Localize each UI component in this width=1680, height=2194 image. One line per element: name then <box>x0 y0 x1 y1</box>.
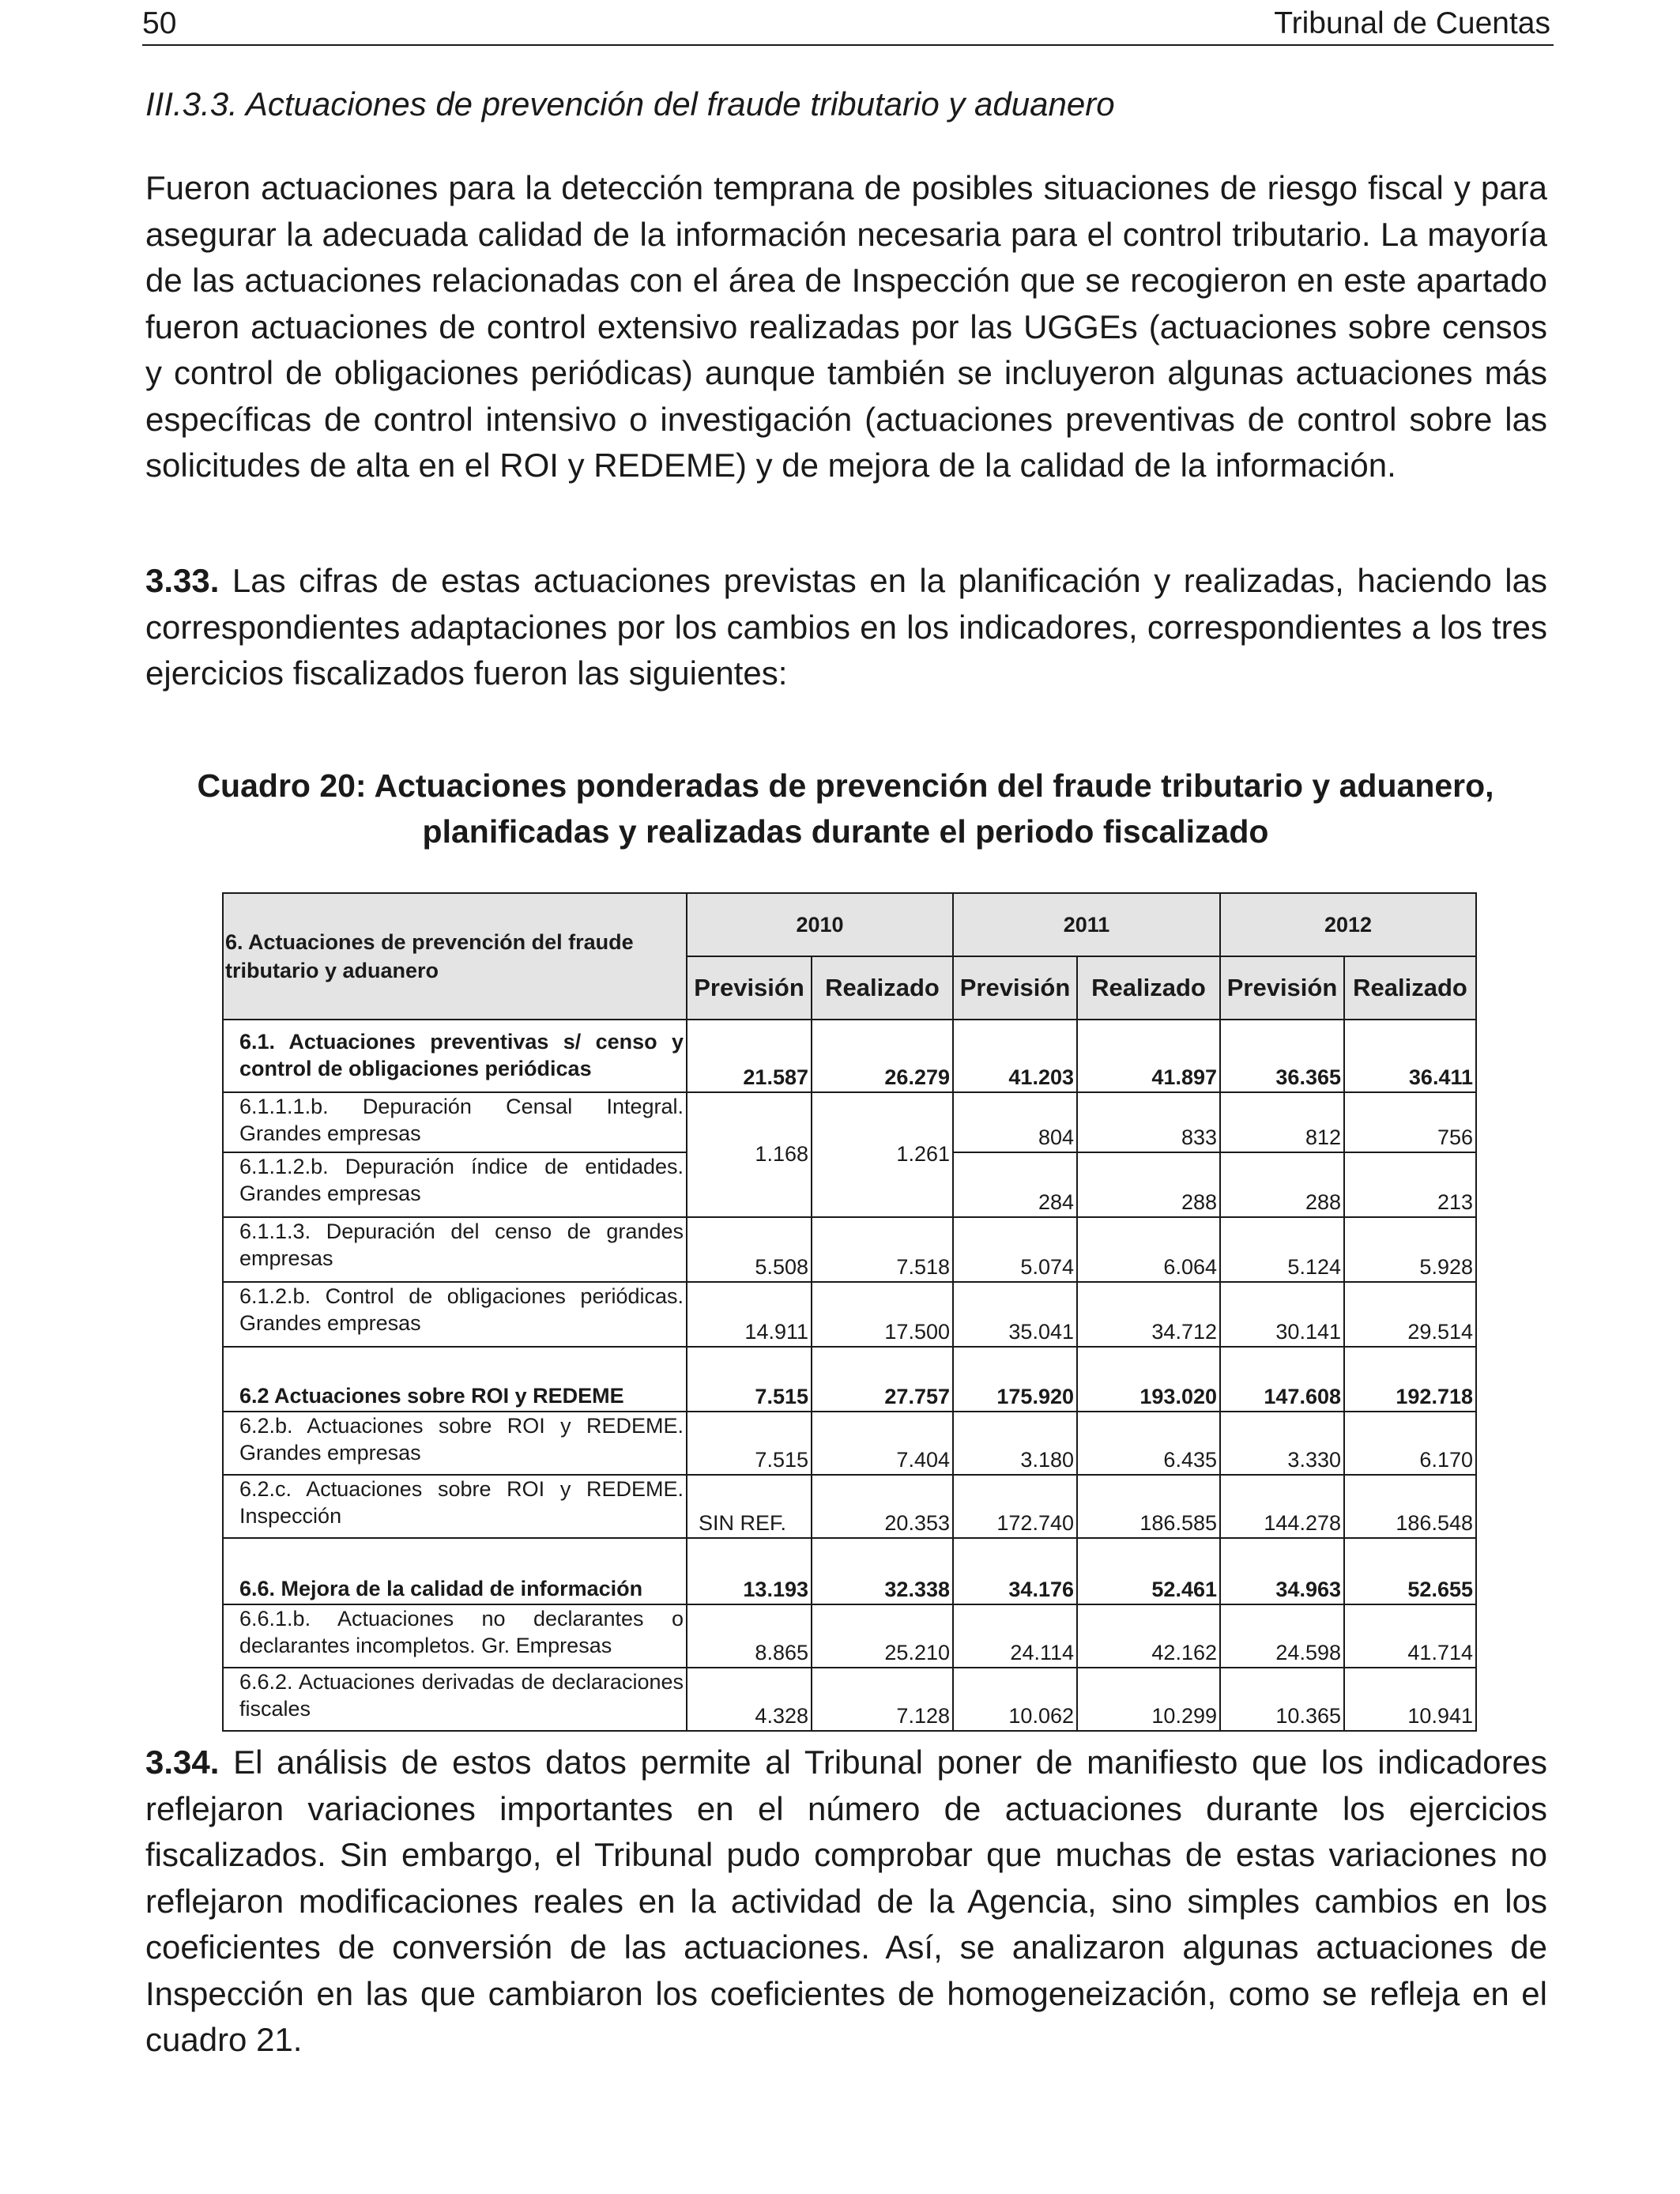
cell-value: SIN REF. <box>687 1475 812 1538</box>
cell-value: 192.718 <box>1344 1347 1476 1412</box>
col-realizado: Realizado <box>1344 956 1476 1020</box>
row-label: 6.1.2.b. Control de obligaciones periódicas. Grandes empresas <box>223 1282 687 1347</box>
cell-value: 213 <box>1344 1152 1476 1217</box>
paragraph-number: 3.34. <box>145 1744 220 1781</box>
table-row <box>223 1347 1476 1412</box>
cell-value: 41.714 <box>1344 1604 1476 1668</box>
cell-value: 24.598 <box>1220 1604 1344 1668</box>
cell-value: 288 <box>1220 1152 1344 1217</box>
cell-value: 10.062 <box>953 1668 1077 1731</box>
cell-value: 7.515 <box>687 1412 812 1475</box>
row-label: 6.1.1.3. Depuración del censo de grandes empresas <box>223 1217 687 1282</box>
table-row <box>223 1217 1476 1282</box>
cell-value: 288 <box>1077 1152 1220 1217</box>
cell-value: 32.338 <box>812 1538 953 1604</box>
table-row <box>223 1092 1476 1152</box>
table-row <box>223 1604 1476 1668</box>
cell-value: 144.278 <box>1220 1475 1344 1538</box>
paragraph-3-33 <box>145 558 1547 697</box>
row-label: 6.2.c. Actuaciones sobre ROI y REDEME. Inspección <box>223 1475 687 1538</box>
header-title: Tribunal de Cuentas <box>1274 6 1550 40</box>
section-heading: III.3.3. Actuaciones de prevención del fraude tributario y aduanero <box>145 85 1115 123</box>
cell-value: 10.299 <box>1077 1668 1220 1731</box>
cell-value: 13.193 <box>687 1538 812 1604</box>
row-label: 6.1. Actuaciones preventivas s/ censo y control de obligaciones periódicas <box>223 1020 687 1092</box>
year-header: 2011 <box>953 893 1220 956</box>
col-realizado: Realizado <box>812 956 953 1020</box>
cell-value: 34.963 <box>1220 1538 1344 1604</box>
cell-value: 10.365 <box>1220 1668 1344 1731</box>
cell-value: 3.330 <box>1220 1412 1344 1475</box>
cell-value: 27.757 <box>812 1347 953 1412</box>
cell-value: 6.170 <box>1344 1412 1476 1475</box>
cell-value: 41.203 <box>953 1020 1077 1092</box>
cell-value: 186.585 <box>1077 1475 1220 1538</box>
table-row <box>223 1020 1476 1092</box>
cell-value: 284 <box>953 1152 1077 1217</box>
cell-value: 7.128 <box>812 1668 953 1731</box>
cell-value: 804 <box>953 1092 1077 1152</box>
table-row <box>223 1475 1476 1538</box>
cell-value: 833 <box>1077 1092 1220 1152</box>
row-label: 6.6.2. Actuaciones derivadas de declaraciones fiscales <box>223 1668 687 1731</box>
cell-value: 147.608 <box>1220 1347 1344 1412</box>
table-row <box>223 1282 1476 1347</box>
cell-value: 6.435 <box>1077 1412 1220 1475</box>
data-table <box>222 892 1477 1732</box>
row-label: 6.1.1.2.b. Depuración índice de entidades. Grandes empresas <box>223 1152 687 1217</box>
cell-value: 29.514 <box>1344 1282 1476 1347</box>
cell-value: 5.928 <box>1344 1217 1476 1282</box>
table-header-label: 6. Actuaciones de prevención del fraude tributario y aduanero <box>223 893 687 1020</box>
cell-value: 41.897 <box>1077 1020 1220 1092</box>
cell-value: 30.141 <box>1220 1282 1344 1347</box>
cell-value: 5.124 <box>1220 1217 1344 1282</box>
cell-value: 172.740 <box>953 1475 1077 1538</box>
table-row <box>223 1412 1476 1475</box>
cell-value: 24.114 <box>953 1604 1077 1668</box>
row-label: 6.6. Mejora de la calidad de información <box>223 1538 687 1604</box>
cell-value: 42.162 <box>1077 1604 1220 1668</box>
cell-value: 26.279 <box>812 1020 953 1092</box>
cell-value: 36.365 <box>1220 1020 1344 1092</box>
cell-value: 7.515 <box>687 1347 812 1412</box>
year-header: 2010 <box>687 893 953 956</box>
page-header <box>142 3 1554 46</box>
cell-value: 10.941 <box>1344 1668 1476 1731</box>
table-row <box>223 1538 1476 1604</box>
table-title <box>119 763 1573 854</box>
table-row <box>223 1668 1476 1731</box>
cell-value: 52.461 <box>1077 1538 1220 1604</box>
cell-value: 36.411 <box>1344 1020 1476 1092</box>
cell-value: 756 <box>1344 1092 1476 1152</box>
col-prevision: Previsión <box>1220 956 1344 1020</box>
paragraph-3-34 <box>145 1740 1547 2064</box>
cell-value: 812 <box>1220 1092 1344 1152</box>
paragraph-intro: Fueron actuaciones para la detección temprana de posibles situaciones de riesgo fiscal y para asegurar la adecuada calidad de la información necesaria para el control tributario. La mayoría de las actuaciones relacionadas con el área de Inspección que se recogieron en este apartado fueron actuaciones de control extensivo realizadas por las UGGEs (actuaciones sobre censos y control de obligaciones periódicas) aunque también se incluyeron algunas actuaciones más específicas de control intensivo o investigación (actuaciones preventivas de control sobre las solicitudes de alta en el ROI y REDEME) y de mejora de la calidad de la información. <box>145 169 1547 484</box>
cell-value: 21.587 <box>687 1020 812 1092</box>
cell-value: 35.041 <box>953 1282 1077 1347</box>
cell-value: 14.911 <box>687 1282 812 1347</box>
cell-value: 5.074 <box>953 1217 1077 1282</box>
cell-value: 7.404 <box>812 1412 953 1475</box>
cell-value: 8.865 <box>687 1604 812 1668</box>
cell-value: 5.508 <box>687 1217 812 1282</box>
col-prevision: Previsión <box>687 956 812 1020</box>
paragraph-text: El análisis de estos datos permite al Tribunal poner de manifiesto que los indicadores reflejaron variaciones importantes en el número de actuaciones durante los ejercicios fiscalizados. Sin embargo, el Tribunal pudo comprobar que muchas de estas variaciones no reflejaron modificaciones reales en la actividad de la Agencia, sino simples cambios en los coeficientes de conversión de las actuaciones. Así, se analizaron algunas actuaciones de Inspección en las que cambiaron los coeficientes de homogeneización, como se refleja en el cuadro 21. <box>145 1744 1547 2058</box>
row-label: 6.2.b. Actuaciones sobre ROI y REDEME. Grandes empresas <box>223 1412 687 1475</box>
cell-value: 1.261 <box>812 1092 953 1217</box>
cell-value: 34.712 <box>1077 1282 1220 1347</box>
col-realizado: Realizado <box>1077 956 1220 1020</box>
col-prevision: Previsión <box>953 956 1077 1020</box>
row-label: 6.1.1.1.b. Depuración Censal Integral. Grandes empresas <box>223 1092 687 1152</box>
row-label: 6.6.1.b. Actuaciones no declarantes o declarantes incompletos. Gr. Empresas <box>223 1604 687 1668</box>
cell-value: 25.210 <box>812 1604 953 1668</box>
cell-value: 52.655 <box>1344 1538 1476 1604</box>
cell-value: 6.064 <box>1077 1217 1220 1282</box>
paragraph-number: 3.33. <box>145 562 220 599</box>
cell-value: 186.548 <box>1344 1475 1476 1538</box>
table-title-line-1: Cuadro 20: Actuaciones ponderadas de prevención del fraude tributario y aduanero, <box>197 767 1494 804</box>
cell-value: 193.020 <box>1077 1347 1220 1412</box>
page-number: 50 <box>142 6 177 40</box>
table-title-line-2: planificadas y realizadas durante el periodo fiscalizado <box>422 813 1269 850</box>
cell-value: 17.500 <box>812 1282 953 1347</box>
cell-value: 1.168 <box>687 1092 812 1217</box>
row-label: 6.2 Actuaciones sobre ROI y REDEME <box>223 1347 687 1412</box>
cell-value: 34.176 <box>953 1538 1077 1604</box>
cell-value: 7.518 <box>812 1217 953 1282</box>
cell-value: 3.180 <box>953 1412 1077 1475</box>
cell-value: 175.920 <box>953 1347 1077 1412</box>
cell-value: 20.353 <box>812 1475 953 1538</box>
paragraph-text: Las cifras de estas actuaciones previstas en la planificación y realizadas, haciendo las correspondientes adaptaciones por los cambios en los indicadores, correspondientes a los tres ejercicios fiscalizados fueron las siguientes: <box>145 562 1547 692</box>
year-header: 2012 <box>1220 893 1476 956</box>
cell-value: 4.328 <box>687 1668 812 1731</box>
